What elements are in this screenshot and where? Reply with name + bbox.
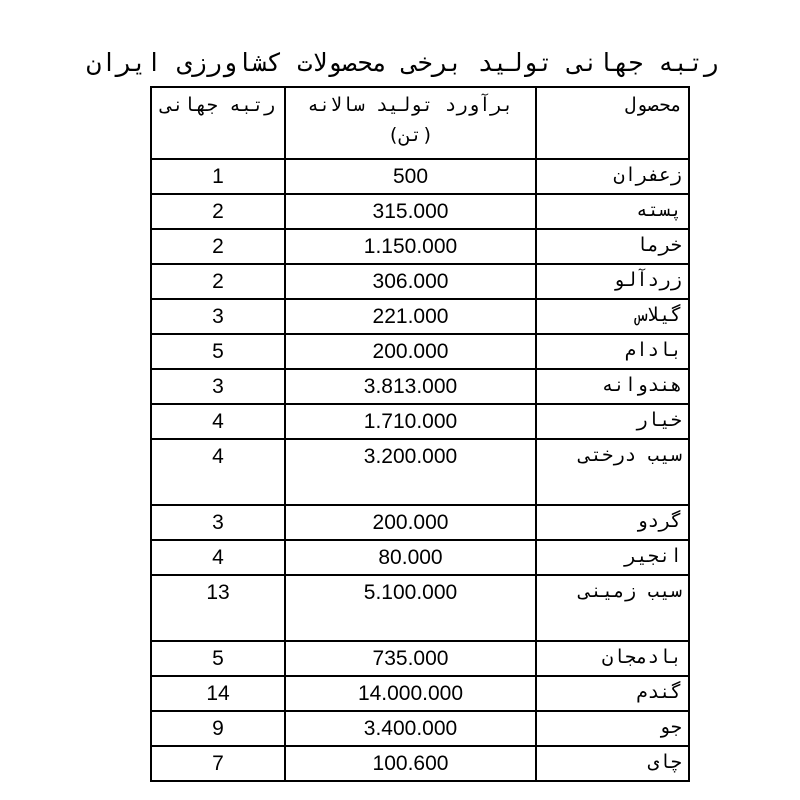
table-row <box>151 334 689 369</box>
rank-cell: 5 <box>151 641 285 676</box>
table-row <box>151 641 689 676</box>
rank-cell: 2 <box>151 194 285 229</box>
product-cell: پسته <box>536 194 689 229</box>
product-cell: گندم <box>536 676 689 711</box>
production-cell: 80.000 <box>285 540 536 575</box>
product-cell: گیلاس <box>536 299 689 334</box>
production-cell: 221.000 <box>285 299 536 334</box>
rank-cell: 7 <box>151 746 285 781</box>
rank-cell: 13 <box>151 575 285 641</box>
production-cell: 315.000 <box>285 194 536 229</box>
product-cell: هندوانه <box>536 369 689 404</box>
header-annual-production: برآورد تولید سالانه (تن) <box>285 87 536 159</box>
rank-cell: 3 <box>151 505 285 540</box>
table-row <box>151 746 689 781</box>
table-row <box>151 404 689 439</box>
page-title: رتبه جهانی تولید برخی محصولات کشاورزی ایران <box>86 48 719 77</box>
production-cell: 200.000 <box>285 334 536 369</box>
table-row <box>151 575 689 641</box>
production-cell: 1.710.000 <box>285 404 536 439</box>
table-row <box>151 711 689 746</box>
table-row <box>151 229 689 264</box>
production-table <box>150 86 690 782</box>
header-product: محصول <box>536 87 689 159</box>
production-cell: 3.200.000 <box>285 439 536 505</box>
product-cell: زعفران <box>536 159 689 194</box>
rank-cell: 4 <box>151 404 285 439</box>
rank-cell: 2 <box>151 229 285 264</box>
header-world-rank: رتبه جهانی <box>151 87 285 159</box>
rank-cell: 3 <box>151 299 285 334</box>
table-row <box>151 439 689 505</box>
rank-cell: 14 <box>151 676 285 711</box>
table-row <box>151 676 689 711</box>
product-cell: جو <box>536 711 689 746</box>
production-cell: 3.400.000 <box>285 711 536 746</box>
product-cell: خرما <box>536 229 689 264</box>
product-cell: سیب زمینی <box>536 575 689 641</box>
product-cell: زردآلو <box>536 264 689 299</box>
rank-cell: 4 <box>151 439 285 505</box>
table-row <box>151 505 689 540</box>
production-cell: 1.150.000 <box>285 229 536 264</box>
table-row <box>151 159 689 194</box>
production-cell: 306.000 <box>285 264 536 299</box>
product-cell: بادمجان <box>536 641 689 676</box>
table-row <box>151 299 689 334</box>
product-cell: گردو <box>536 505 689 540</box>
production-cell: 5.100.000 <box>285 575 536 641</box>
production-cell: 500 <box>285 159 536 194</box>
rank-cell: 2 <box>151 264 285 299</box>
table-row <box>151 369 689 404</box>
product-cell: چای <box>536 746 689 781</box>
production-cell: 200.000 <box>285 505 536 540</box>
table-header-row <box>151 87 689 159</box>
production-cell: 735.000 <box>285 641 536 676</box>
production-cell: 14.000.000 <box>285 676 536 711</box>
rank-cell: 1 <box>151 159 285 194</box>
table-row <box>151 264 689 299</box>
table-row <box>151 194 689 229</box>
production-cell: 100.600 <box>285 746 536 781</box>
rank-cell: 5 <box>151 334 285 369</box>
table-row <box>151 540 689 575</box>
product-cell: خیار <box>536 404 689 439</box>
product-cell: سیب درختی <box>536 439 689 505</box>
rank-cell: 4 <box>151 540 285 575</box>
rank-cell: 9 <box>151 711 285 746</box>
production-cell: 3.813.000 <box>285 369 536 404</box>
product-cell: بادام <box>536 334 689 369</box>
product-cell: انجیر <box>536 540 689 575</box>
rank-cell: 3 <box>151 369 285 404</box>
